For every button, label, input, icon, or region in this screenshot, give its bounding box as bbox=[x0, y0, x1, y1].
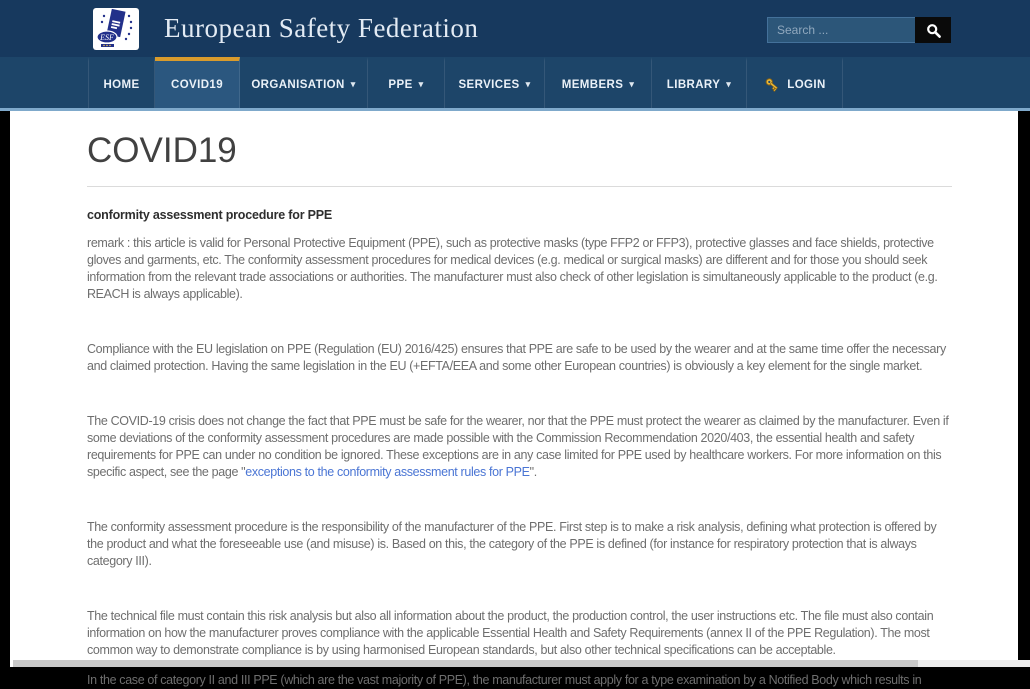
paragraph-risk-analysis: The conformity assessment procedure is the responsibility of the manufacturer of the PPE. First step is to make a risk analysis, defining what protection is offered by the product and what the foreseeable use (and misuse) is. Based on this, the category of the PPE is defined (for instance for respiratory protection that is always category III). bbox=[87, 519, 937, 568]
title-divider bbox=[87, 186, 952, 187]
nav-item-label: PPE bbox=[388, 78, 413, 91]
magnifier-icon bbox=[926, 23, 941, 38]
nav-item-organisation[interactable] bbox=[240, 57, 368, 108]
nav-item-label: LIBRARY bbox=[666, 78, 721, 91]
svg-text:ESF: ESF bbox=[100, 32, 114, 42]
nav-item-label: LOGIN bbox=[787, 78, 826, 91]
nav-item-login[interactable] bbox=[747, 57, 843, 108]
chevron-down-icon: ▾ bbox=[418, 79, 424, 89]
chevron-down-icon: ▾ bbox=[726, 79, 732, 89]
paragraph-compliance: Compliance with the EU legislation on PPE (Regulation (EU) 2016/425) ensures that PPE are safe to be used by the wearer and at the same time offer the necessary and claimed protection. Having the same legislation in the EU (+EFTA/EEA and some other European countries) is obviously a key element for the single market. bbox=[87, 341, 946, 373]
key-icon bbox=[763, 77, 780, 93]
esf-logo[interactable] bbox=[93, 8, 139, 50]
page-title: COVID19 bbox=[87, 131, 237, 170]
nav-item-services[interactable] bbox=[445, 57, 545, 108]
esf-logo-icon bbox=[93, 8, 139, 50]
nav-item-covid19[interactable] bbox=[155, 57, 240, 108]
paragraph-remark: remark : this article is valid for Personal Protective Equipment (PPE), such as protective masks (type FFP2 or FFP3), protective glasses and face shields, protective gloves and garments, etc. The conformity assessment procedures for medical devices (e.g. medical or surgical masks) are different and for those you should seek information from the relevant trade associations or authorities. The manufacturer must also check of other legislation is simultaneously applicable to the product (e.g. REACH is always applicable). bbox=[87, 235, 938, 301]
nav-item-library[interactable] bbox=[652, 57, 747, 108]
nav-item-ppe[interactable] bbox=[368, 57, 445, 108]
search-input[interactable] bbox=[767, 17, 915, 43]
site-title: European Safety Federation bbox=[164, 13, 479, 43]
nav-item-label: MEMBERS bbox=[561, 78, 624, 91]
site-header bbox=[0, 0, 1030, 57]
page-content bbox=[10, 111, 1018, 687]
horizontal-scrollbar[interactable] bbox=[13, 660, 1030, 667]
nav-row bbox=[88, 57, 1030, 108]
nav-item-label: HOME bbox=[103, 78, 140, 91]
chevron-down-icon: ▾ bbox=[629, 79, 635, 89]
search-button[interactable] bbox=[915, 17, 951, 43]
paragraph-text: The COVID-19 crisis does not change the fact that PPE must be safe for the wearer, nor that the PPE must protect the wearer as claimed by the manufacturer. Even if some deviations of the conformity assessment procedures are made possible with the Commission Recommendation 2020/403, the essential health and safety requirements for PPE can under no condition be ignored. These exceptions are in any case limited for PPE used by healthcare workers. For more information on this specific aspect, see the page " bbox=[87, 413, 949, 479]
paragraph-technical-file: The technical file must contain this risk analysis but also all information about the product, the production control, the user instructions etc. The file must also contain information on how the manufacturer proves compliance with the applicable Essential Health and Safety Requirements (annex II of the PPE Regulation). The most common way to demonstrate compliance is by using harmonised European standards, but also other technical specifications can be acceptable. bbox=[87, 608, 934, 657]
nav-item-label: COVID19 bbox=[170, 78, 223, 91]
paragraph-text: ". bbox=[529, 464, 537, 479]
nav-item-label: SERVICES bbox=[458, 78, 520, 91]
chevron-down-icon: ▾ bbox=[350, 79, 356, 89]
nav-item-members[interactable] bbox=[545, 57, 652, 108]
horizontal-scrollbar-thumb[interactable] bbox=[13, 660, 918, 667]
main-navigation bbox=[0, 57, 1030, 108]
nav-item-label: ORGANISATION bbox=[251, 78, 345, 91]
exceptions-link[interactable]: exceptions to the conformity assessment rules for PPE bbox=[245, 464, 530, 479]
search-bar bbox=[767, 17, 951, 43]
paragraph-type-examination: In the case of category II and III PPE (which are the vast majority of PPE), the manufacturer must apply for a type examination by a Notified Body which results in bbox=[87, 672, 922, 687]
chevron-down-icon: ▾ bbox=[525, 79, 531, 89]
paragraph-covid-crisis bbox=[87, 413, 952, 481]
article-subheading: conformity assessment procedure for PPE bbox=[87, 207, 333, 222]
nav-item-home[interactable] bbox=[88, 57, 155, 108]
